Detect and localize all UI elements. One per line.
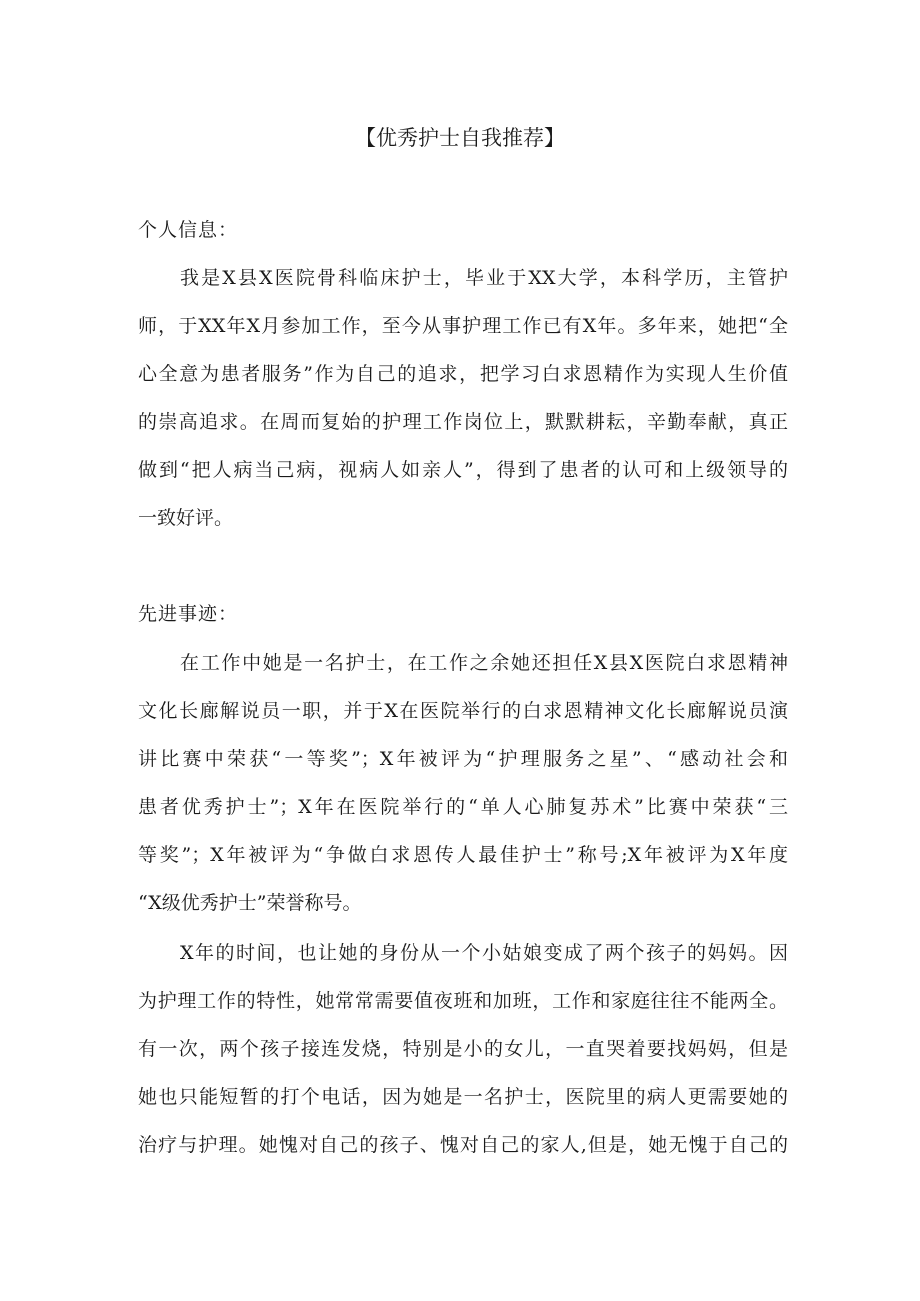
- paragraph-family: [138, 929, 788, 1169]
- section-heading-achievements: 先进事迹：: [138, 603, 239, 625]
- text-line: 的崇高追求。在周而复始的护理工作岗位上，默默耕耘，辛勤奉献，真正: [138, 411, 788, 433]
- text-line: 治疗与护理。她愧对自己的孩子、愧对自己的家人,但是，她无愧于自己的: [138, 1134, 788, 1156]
- paragraph-personal-info: [138, 254, 788, 542]
- text-line: 我是X县X医院骨科临床护士，毕业于XX大学，本科学历，主管护: [180, 267, 788, 289]
- text-line: “X级优秀护士”荣誉称号。: [138, 892, 362, 914]
- text-line: 做到“把人病当己病，视病人如亲人”，得到了患者的认可和上级领导的: [138, 459, 788, 481]
- text-line: 有一次，两个孩子接连发烧，特别是小的女儿，一直哭着要找妈妈，但是: [138, 1038, 788, 1060]
- text-line: 师，于XX年X月参加工作，至今从事护理工作已有X年。多年来，她把“全: [138, 315, 788, 337]
- text-line: X年的时间，也让她的身份从一个小姑娘变成了两个孩子的妈妈。因: [180, 942, 788, 964]
- text-line: 心全意为患者服务”作为自己的追求，把学习白求恩精作为实现人生价值: [138, 363, 788, 385]
- text-line: 她也只能短暂的打个电话，因为她是一名护士，医院里的病人更需要她的: [138, 1086, 788, 1108]
- paragraph-achievements: [138, 639, 788, 927]
- text-line: 患者优秀护士”；X年在医院举行的“单人心肺复苏术”比赛中荣获“三: [138, 796, 788, 818]
- text-line: 在工作中她是一名护士，在工作之余她还担任X县X医院白求恩精神: [180, 652, 788, 674]
- document-title: 【优秀护士自我推荐】: [355, 126, 565, 150]
- text-line: 为护理工作的特性，她常常需要值夜班和加班，工作和家庭往往不能两全。: [138, 990, 788, 1012]
- text-line: 等奖”；X年被评为“争做白求恩传人最佳护士”称号;X年被评为X年度: [138, 844, 788, 866]
- text-line: 文化长廊解说员一职，并于X在医院举行的白求恩精神文化长廊解说员演: [138, 700, 788, 722]
- text-line: 讲比赛中荣获“一等奖”；X年被评为“护理服务之星”、“感动社会和: [138, 748, 788, 770]
- text-line: 一致好评。: [138, 507, 234, 529]
- section-heading-personal-info: 个人信息：: [138, 219, 239, 241]
